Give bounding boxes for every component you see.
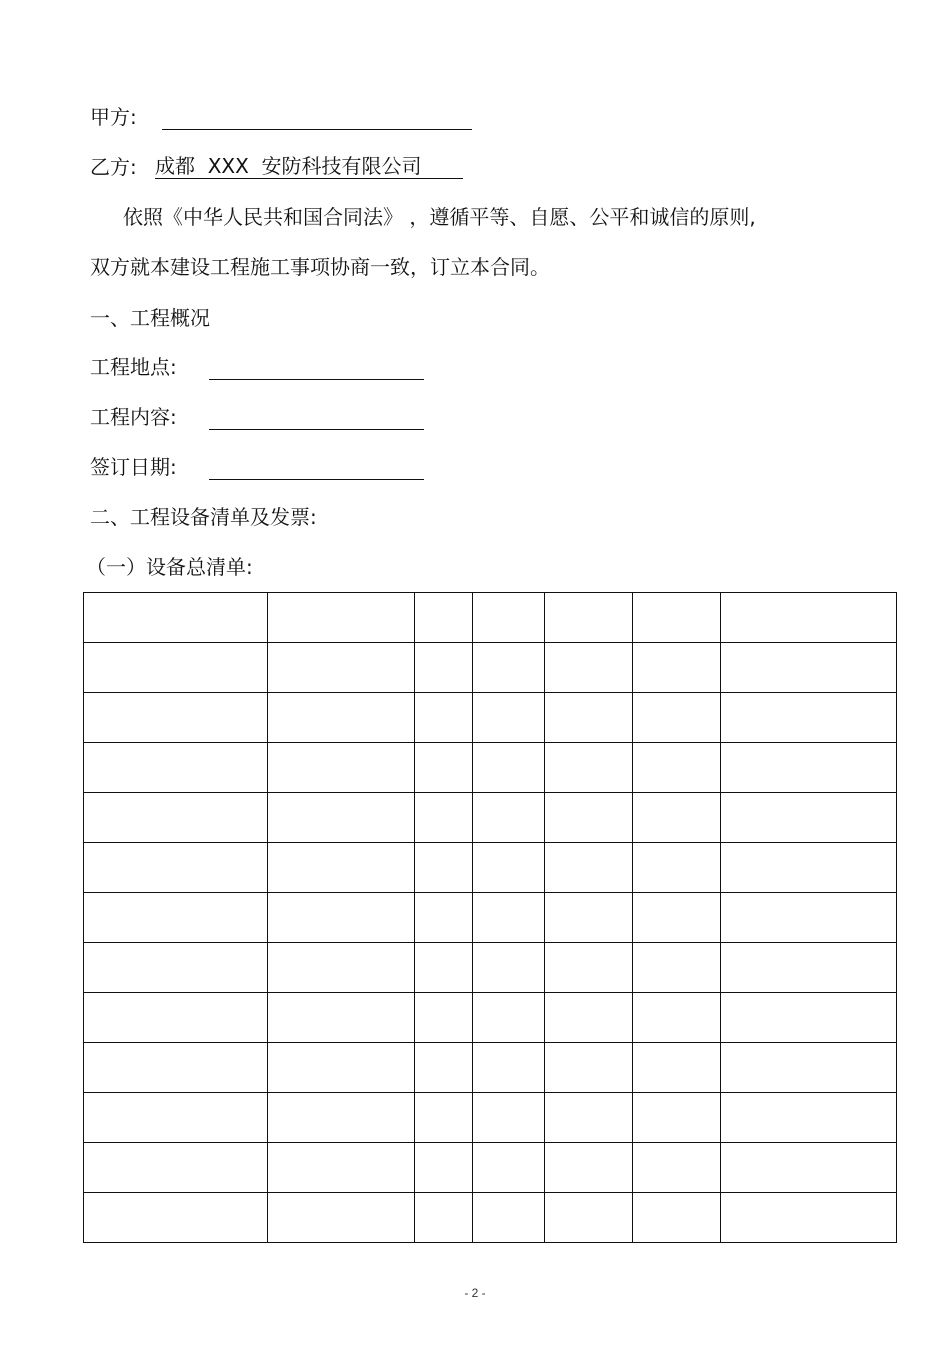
table-cell (415, 743, 473, 793)
table-cell (415, 1093, 473, 1143)
table-cell (268, 893, 415, 943)
table-cell (545, 1093, 633, 1143)
table-cell (84, 793, 268, 843)
table-cell (473, 943, 545, 993)
table-cell (721, 1043, 897, 1093)
table-cell (415, 793, 473, 843)
table-row (84, 1193, 897, 1243)
table-cell (633, 993, 721, 1043)
page-number: - 2 - (464, 1286, 486, 1300)
table-cell (633, 1043, 721, 1093)
table-cell (721, 1093, 897, 1143)
table-cell (415, 943, 473, 993)
table-cell (633, 1143, 721, 1193)
table-row (84, 1043, 897, 1093)
table-cell (633, 693, 721, 743)
table-cell (84, 943, 268, 993)
table-cell (721, 993, 897, 1043)
table-cell (545, 643, 633, 693)
table-cell (84, 743, 268, 793)
field-label-date: 签订日期: (90, 455, 177, 479)
table-cell (473, 993, 545, 1043)
table-cell (268, 943, 415, 993)
table-cell (268, 793, 415, 843)
table-cell (84, 893, 268, 943)
table-cell (473, 743, 545, 793)
table-cell (545, 1193, 633, 1243)
table-cell (268, 1043, 415, 1093)
table-cell (721, 1193, 897, 1243)
table-cell (415, 893, 473, 943)
table-cell (721, 693, 897, 743)
table-cell (633, 843, 721, 893)
table-cell (473, 1193, 545, 1243)
table-cell (268, 593, 415, 643)
table-cell (545, 593, 633, 643)
table-cell (415, 1143, 473, 1193)
table-cell (268, 993, 415, 1043)
table-cell (268, 643, 415, 693)
table-cell (545, 843, 633, 893)
table-row (84, 793, 897, 843)
table-cell (268, 1193, 415, 1243)
table-cell (633, 593, 721, 643)
table-cell (633, 893, 721, 943)
table-cell (84, 993, 268, 1043)
table-cell (633, 643, 721, 693)
table-row (84, 843, 897, 893)
table-cell (545, 943, 633, 993)
table-row (84, 693, 897, 743)
table-row (84, 643, 897, 693)
table-cell (84, 643, 268, 693)
table-cell (721, 893, 897, 943)
table-cell (84, 593, 268, 643)
table-cell (545, 1143, 633, 1193)
table-cell (721, 943, 897, 993)
table-cell (84, 693, 268, 743)
table-cell (721, 843, 897, 893)
table-cell (633, 1093, 721, 1143)
section-2-heading: 二、工程设备清单及发票: (90, 505, 317, 529)
table-cell (473, 693, 545, 743)
intro-line-2: 双方就本建设工程施工事项协商一致，订立本合同。 (90, 255, 550, 279)
table-cell (721, 1143, 897, 1193)
table-cell (545, 693, 633, 743)
table-cell (473, 593, 545, 643)
party-a-blank (162, 129, 472, 130)
table-cell (84, 1093, 268, 1143)
table-cell (545, 893, 633, 943)
table-cell (721, 643, 897, 693)
section-1-heading: 一、工程概况 (90, 306, 210, 330)
table-cell (268, 743, 415, 793)
table-cell (415, 693, 473, 743)
table-row (84, 993, 897, 1043)
table-row (84, 893, 897, 943)
table-cell (268, 1093, 415, 1143)
table-row (84, 743, 897, 793)
table-cell (473, 793, 545, 843)
table-cell (721, 593, 897, 643)
table-cell (473, 1043, 545, 1093)
equipment-list-table (83, 592, 897, 1243)
table-cell (473, 843, 545, 893)
field-blank-content (209, 429, 424, 430)
table-cell (545, 993, 633, 1043)
table-cell (545, 1043, 633, 1093)
table-cell (84, 843, 268, 893)
table-cell (84, 1143, 268, 1193)
table-cell (268, 843, 415, 893)
field-label-content: 工程内容: (90, 405, 177, 429)
table-cell (84, 1193, 268, 1243)
intro-line-1: 依照《中华人民共和国合同法》 ，遵循平等、自愿、公平和诚信的原则, (123, 205, 756, 229)
table-row (84, 593, 897, 643)
table-cell (545, 743, 633, 793)
table-cell (268, 1143, 415, 1193)
party-b-value: 成都 XXX 安防科技有限公司 (155, 154, 463, 179)
field-blank-date (209, 479, 424, 480)
table-cell (415, 1193, 473, 1243)
table-cell (415, 643, 473, 693)
table-row (84, 1143, 897, 1193)
table-cell (633, 793, 721, 843)
table-cell (633, 743, 721, 793)
table-cell (545, 793, 633, 843)
table-cell (473, 893, 545, 943)
section-2-subheading: （一）设备总清单: (86, 555, 253, 579)
table-cell (633, 943, 721, 993)
table-cell (415, 993, 473, 1043)
table-cell (473, 1143, 545, 1193)
field-label-location: 工程地点: (90, 355, 177, 379)
party-a-label: 甲方: (90, 105, 137, 129)
table-cell (721, 743, 897, 793)
table-cell (84, 1043, 268, 1093)
party-b-label: 乙方: (90, 155, 137, 179)
table-row (84, 943, 897, 993)
table-cell (415, 593, 473, 643)
field-blank-location (209, 379, 424, 380)
table-row (84, 1093, 897, 1143)
table-cell (473, 1093, 545, 1143)
table-cell (415, 1043, 473, 1093)
table-cell (633, 1193, 721, 1243)
table-cell (721, 793, 897, 843)
table-cell (415, 843, 473, 893)
table-cell (268, 693, 415, 743)
table-cell (473, 643, 545, 693)
